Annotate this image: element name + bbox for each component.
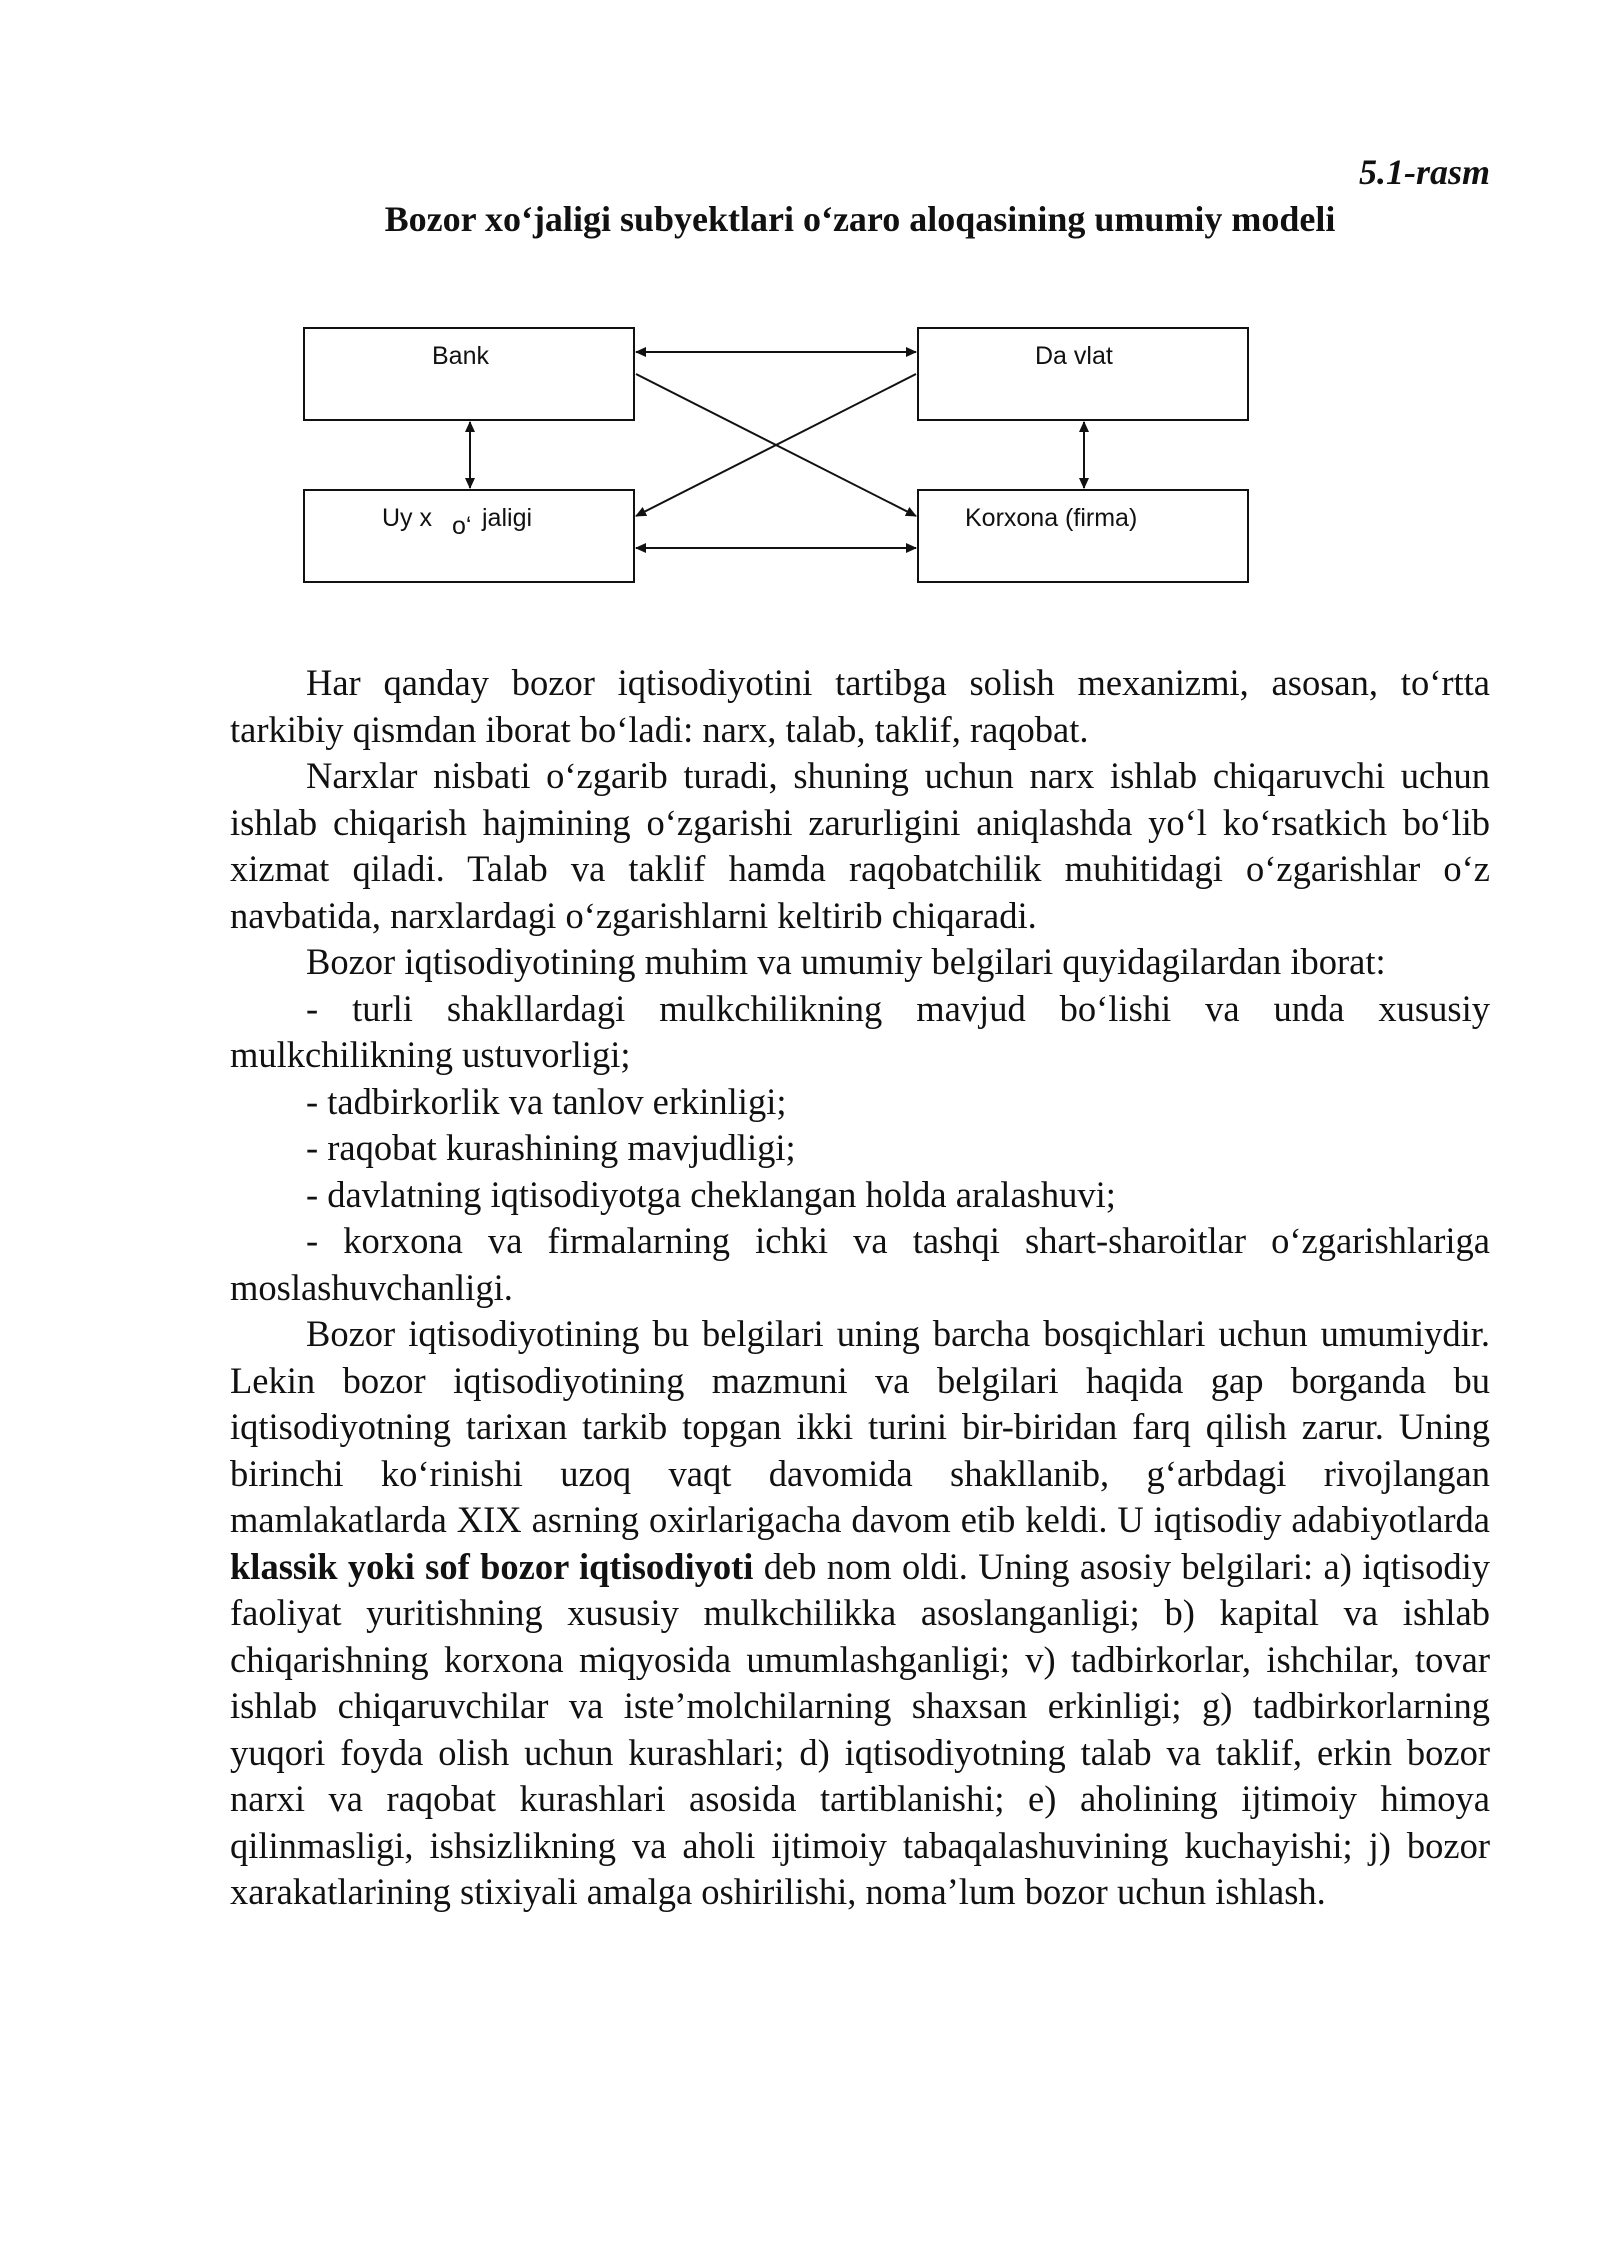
list-item: - raqobat kurashining mavjudligi; — [306, 1127, 796, 1168]
uy-xojaligi-label-c: jaligi — [482, 504, 533, 532]
bank-label: Bank — [432, 342, 489, 370]
paragraph-4 — [230, 1311, 1490, 1916]
paragraph-2: Narxlar nisbati o‘zgarib turadi, shuning uchun narx ishlab chiqaruvchi uchun ishlab chiqarish hajmining o‘zgarishi zarurligini aniqlashda yo‘l ko‘rsatkich bo‘lib xizmat qiladi. Talab va taklif hamda raqobatchilik muhitidagi o‘zgarishlar o‘z navbatida, narxlardagi o‘zgarishlarni keltirib chiqaradi. — [230, 755, 1490, 936]
body-text — [230, 660, 1490, 1916]
uy-xojaligi-label-b: o‘ — [452, 512, 472, 540]
paragraph-4-end: deb nom oldi. Uning asosiy belgilari: a) iqtisodiy faoliyat yuritishning xususiy mulkchilikka asoslanganligi; b) kapital va ishlab chiqarishning korxona miqyosida umumlashganligi; v) tadbirkorlar, ishchilar, tovar ishlab chiqaruvchilar va iste’molchilarning shaxsan erkinligi; g) tadbirkorlarning yuqori foyda olish uchun kurashlari; d) iqtisodiyotning talab va taklif, erkin bozor narxi va raqobat kurashlari asosida tartiblanishi; e) aholining ijtimoiy himoya qilinmasligi, ishsizlikning va aholi ijtimoiy tabaqalashuvining kuchayishi; j) bozor xarakatlarining stixiyali amalga oshirilishi, noma’lum bozor uchun ishlash. — [230, 1545, 1490, 1912]
list-item: - turli shakllardagi mulkchilikning mavjud bo‘lishi va unda xususiy mulkchilikning ustuvorligi; — [230, 987, 1490, 1075]
market-model-diagram — [230, 316, 1490, 646]
davlat-label: Da vlat — [1035, 342, 1113, 370]
diagram-svg — [230, 316, 1490, 646]
list-item: - tadbirkorlik va tanlov erkinligi; — [306, 1080, 787, 1122]
list-item: - korxona va firmalarning ichki va tashqi shart-sharoitlar o‘zgarishlariga moslashuvchanligi. — [230, 1220, 1490, 1308]
uy-xojaligi-label-a: Uy x — [382, 504, 432, 532]
figure-label: 5.1-rasm — [1358, 152, 1490, 192]
list-item: - davlatning iqtisodiyotga cheklangan holda aralashuvi; — [306, 1173, 1116, 1215]
paragraph-4-start: Bozor iqtisodiyotining bu belgilari uning barcha bosqichlari uchun umumiydir. Lekin bozor iqtisodiyotining mazmuni va belgilari haqida gap borganda bu iqtisodiyotning tarixan tarkib topgan ikki turini bir-biridan farq qilish zarur. Uning birinchi ko‘rinishi uzoq vaqt davomida shakllanib, g‘arbdagi rivojlangan mamlakatlarda XIX asrning oxirlarigacha davom etib keldi. U iqtisodiy adabiyotlarda — [230, 1313, 1490, 1540]
figure-title: Bozor xo‘jaligi subyektlari o‘zaro aloqasining umumiy modeli — [384, 199, 1336, 239]
paragraph-3: Bozor iqtisodiyotining muhim va umumiy belgilari quyidagilardan iborat: — [306, 941, 1386, 982]
paragraph-1: Har qanday bozor iqtisodiyotini tartibga solish mexanizmi, asosan, to‘rtta tarkibiy qismdan iborat bo‘ladi: narx, talab, taklif, raqobat. — [230, 662, 1490, 750]
paragraph-4-bold-term: klassik yoki sof bozor iqtisodiyoti — [230, 1545, 754, 1587]
document-page — [230, 150, 1490, 1916]
korxona-label: Korxona (firma) — [965, 504, 1138, 532]
